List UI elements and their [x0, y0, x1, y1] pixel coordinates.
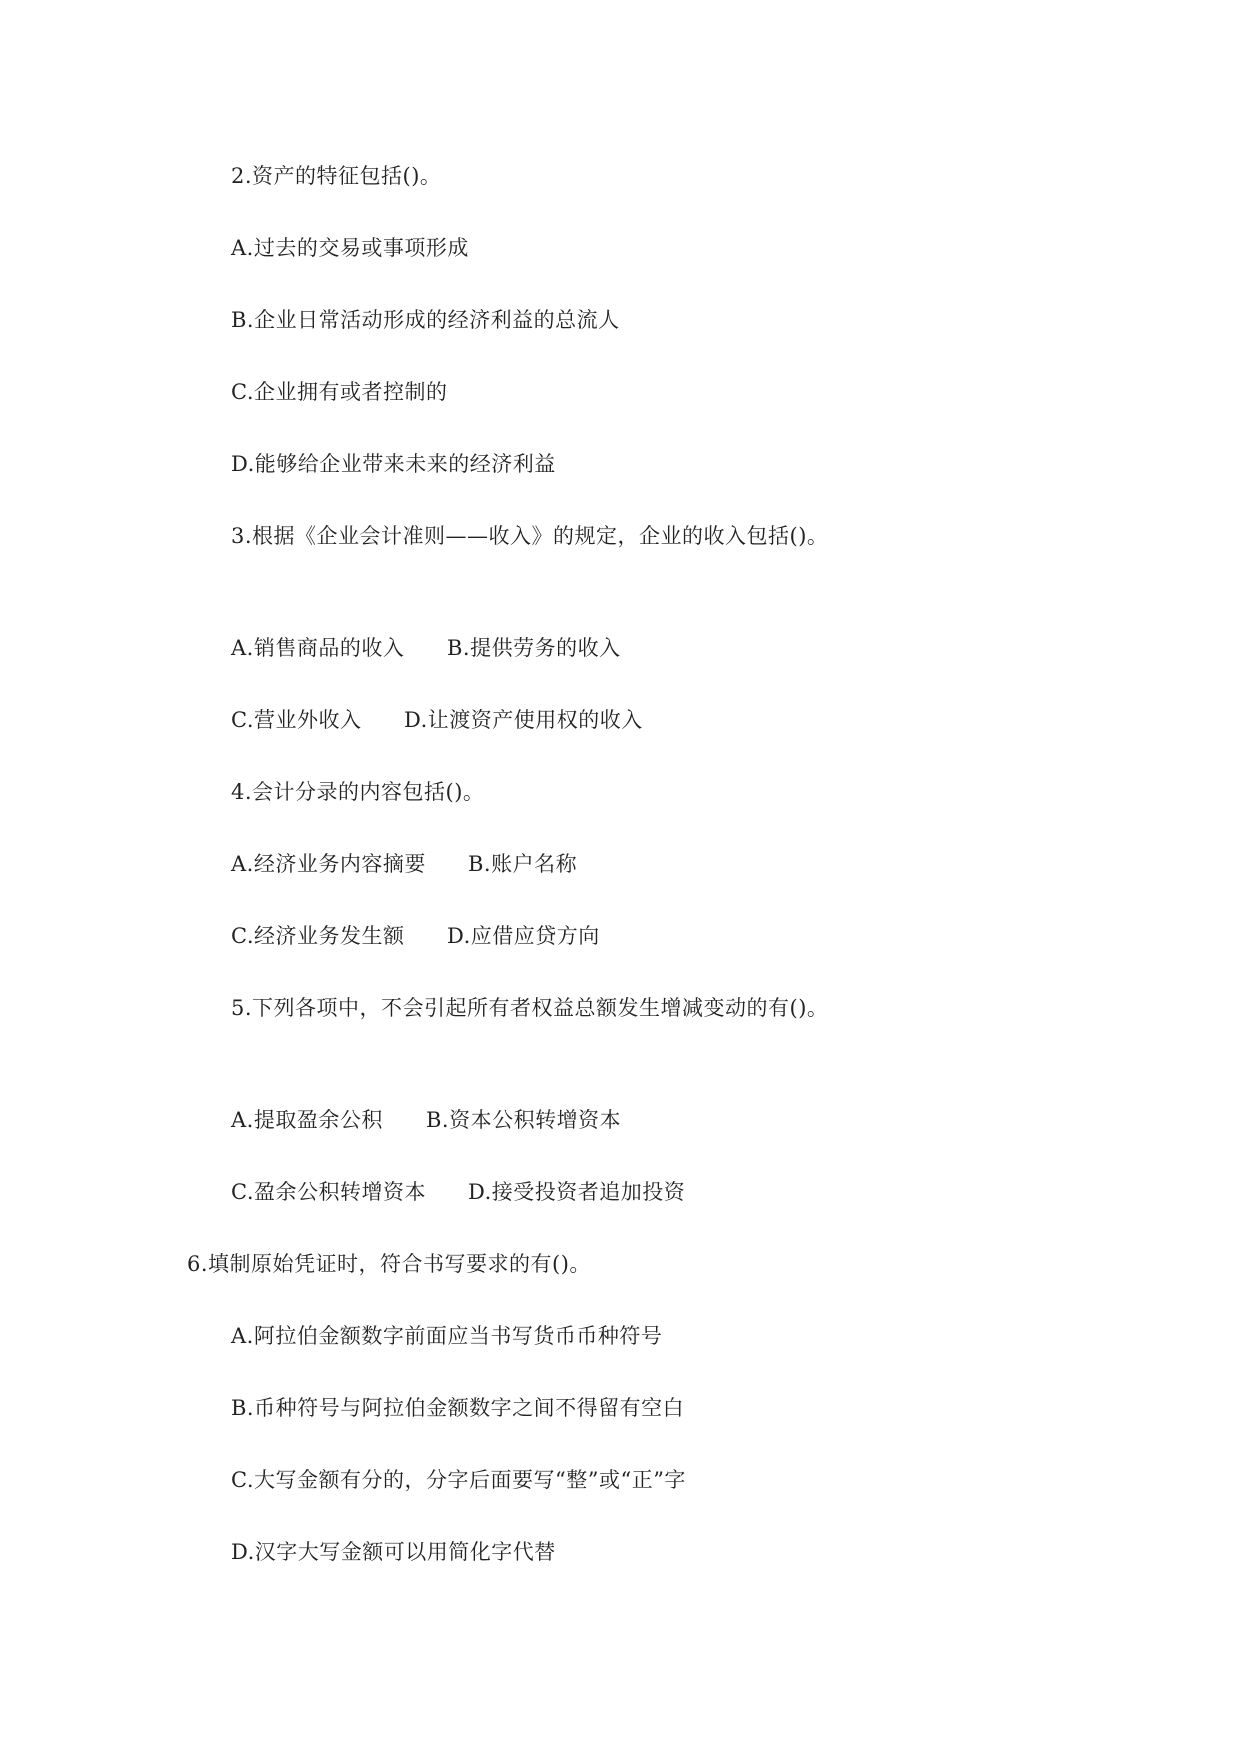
question-4-option-a: A.经济业务内容摘要: [231, 852, 426, 876]
question-6-option-a: A.阿拉伯金额数字前面应当书写货币币种符号: [231, 1324, 663, 1348]
question-4-stem: 4.会计分录的内容包括()。: [231, 780, 485, 804]
question-3-stem: 3.根据《企业会计准则——收入》的规定，企业的收入包括()。: [231, 524, 829, 548]
question-5-option-c: C.盈余公积转增资本: [231, 1180, 426, 1204]
question-2-stem: 2.资产的特征包括()。: [231, 164, 442, 188]
question-4-option-c: C.经济业务发生额: [231, 924, 405, 948]
question-2-option-c: C.企业拥有或者控制的: [231, 380, 448, 404]
question-6-option-b: B.币种符号与阿拉伯金额数字之间不得留有空白: [231, 1396, 685, 1420]
question-2-option-b: B.企业日常活动形成的经济利益的总流人: [231, 308, 620, 332]
question-3-option-b: B.提供劳务的收入: [447, 636, 621, 660]
question-3-option-c: C.营业外收入: [231, 708, 362, 732]
question-4-option-d: D.应借应贷方向: [447, 924, 600, 948]
question-5-option-d: D.接受投资者追加投资: [468, 1180, 686, 1204]
question-3-option-a: A.销售商品的收入: [231, 636, 405, 660]
question-2-option-d: D.能够给企业带来未来的经济利益: [231, 452, 556, 476]
question-3-option-d: D.让渡资产使用权的收入: [404, 708, 643, 732]
question-6-option-d: D.汉字大写金额可以用简化字代替: [231, 1540, 556, 1564]
question-5-option-b: B.资本公积转增资本: [426, 1108, 622, 1132]
question-2-option-a: A.过去的交易或事项形成: [231, 236, 469, 260]
question-6-option-c: C.大写金额有分的，分字后面要写“整”或“正”字: [231, 1468, 686, 1492]
question-6-stem: 6.填制原始凭证时，符合书写要求的有()。: [187, 1252, 591, 1276]
question-5-option-a: A.提取盈余公积: [231, 1108, 383, 1132]
question-5-stem: 5.下列各项中，不会引起所有者权益总额发生增减变动的有()。: [231, 996, 829, 1020]
question-4-option-b: B.账户名称: [468, 852, 578, 876]
